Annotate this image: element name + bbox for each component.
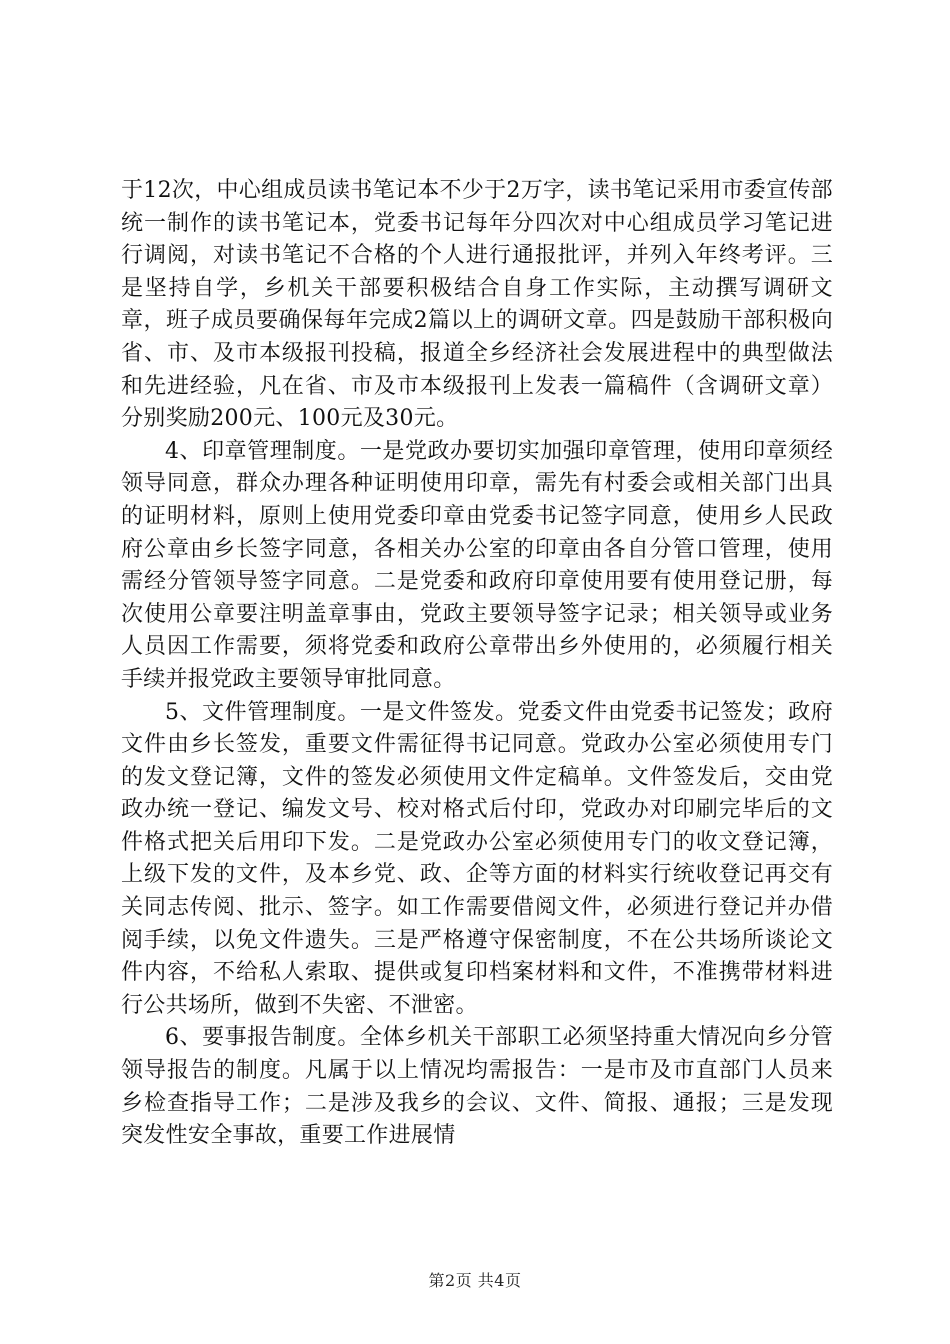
- paragraph-document-management: 5、文件管理制度。一是文件签发。党委文件由党委书记签发；政府文件由乡长签发，重要文件需征得书记同意。党政办公室必须使用专门的发文登记簿，文件的签发必须使用文件定稿单。文件签发后，交由党政办统一登记、编发文号、校对格式后付印，党政办对印刷完毕后的文件格式把关后用印下发。二是党政办公室必须使用专门的收文登记簿，上级下发的文件，及本乡党、政、企等方面的材料实行统收登记再交有关同志传阅、批示、签字。如工作需要借阅文件，必须进行登记并办借阅手续，以免文件遗失。三是严格遵守保密制度，不在公共场所谈论文件内容，不给私人索取、提供或复印档案材料和文件，不准携带材料进行公共场所，做到不失密、不泄密。: [121, 699, 833, 1018]
- page-number-footer: 第2页 共4页: [428, 1271, 522, 1290]
- paragraph-study-continued: 于12次，中心组成员读书笔记本不少于2万字，读书笔记采用市委宣传部统一制作的读书笔记本，党委书记每年分四次对中心组成员学习笔记进行调阅，对读书笔记不合格的个人进行通报批评，并列入年终考评。三是坚持自学，乡机关干部要积极结合自身工作实际，主动撰写调研文章，班子成员要确保每年完成2篇以上的调研文章。四是鼓励干部积极向省、市、及市本级报刊投稿，报道全乡经济社会发展进程中的典型做法和先进经验，凡在省、市及市本级报刊上发表一篇稿件（含调研文章）分别奖励200元、100元及30元。: [121, 178, 833, 432]
- paragraph-seal-management: 4、印章管理制度。一是党政办要切实加强印章管理，使用印章须经领导同意，群众办理各种证明使用印章，需先有村委会或相关部门出具的证明材料，原则上使用党委印章由党委书记签字同意，使用乡人民政府公章由乡长签字同意，各相关办公室的印章由各自分管口管理，使用需经分管领导签字同意。二是党委和政府印章使用要有使用登记册，每次使用公章要注明盖章事由，党政主要领导签字记录；相关领导或业务人员因工作需要，须将党委和政府公章带出乡外使用的，必须履行相关手续并报党政主要领导审批同意。: [121, 438, 833, 692]
- paragraph-major-event-reporting: 6、要事报告制度。全体乡机关干部职工必须坚持重大情况向乡分管领导报告的制度。凡属于以上情况均需报告：一是市及市直部门人员来乡检查指导工作；二是涉及我乡的会议、文件、简报、通报；三是发现突发性安全事故，重要工作进展情: [121, 1025, 833, 1149]
- document-body: [121, 175, 833, 1153]
